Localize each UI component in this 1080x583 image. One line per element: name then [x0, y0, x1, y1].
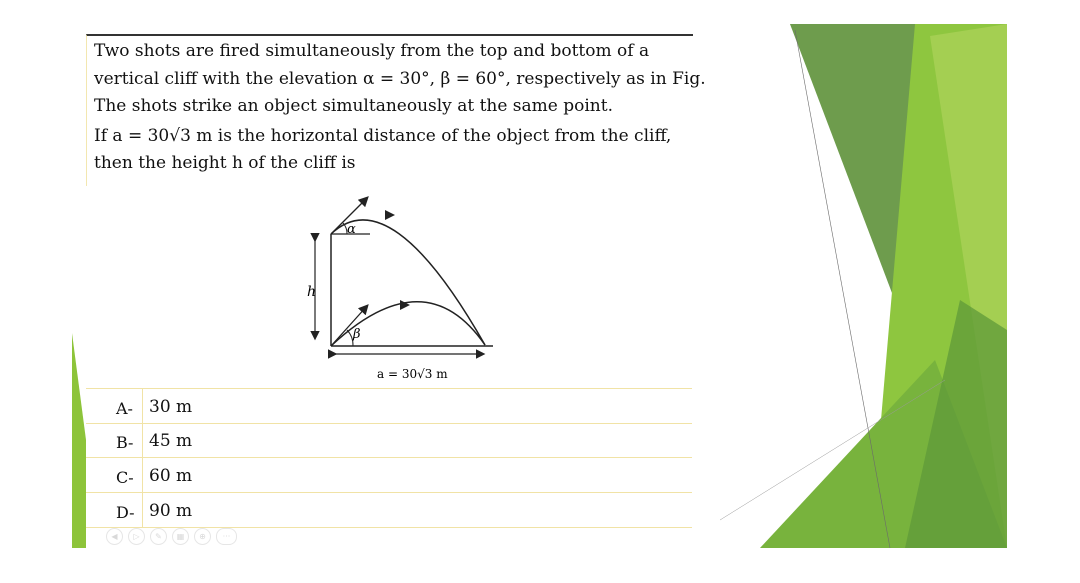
option-row-b[interactable] — [86, 423, 692, 458]
question-line-1: Two shots are fired simultaneously from the top and bottom of a — [94, 41, 650, 61]
option-text: 30 m — [149, 397, 193, 417]
more-icon[interactable]: ··· — [216, 528, 237, 545]
zoom-icon[interactable]: ⊕ — [194, 528, 211, 545]
pen-icon[interactable]: ✎ — [150, 528, 167, 545]
option-text: 60 m — [149, 466, 193, 486]
alpha-label: α — [347, 222, 356, 237]
option-text: 45 m — [149, 431, 193, 451]
option-divider — [142, 423, 143, 457]
option-letter: D- — [116, 503, 135, 522]
distance-label: a = 30√3 m — [377, 367, 448, 381]
option-row-a[interactable] — [86, 388, 692, 424]
play-icon[interactable]: ▷ — [128, 528, 145, 545]
option-divider — [142, 389, 143, 423]
option-row-c[interactable] — [86, 458, 692, 493]
previous-icon[interactable]: ◀ — [106, 528, 123, 545]
option-letter: A- — [116, 399, 133, 418]
beta-label: β — [353, 327, 361, 342]
question-line-4: If a = 30√3 m is the horizontal distance of the object from the cliff, — [94, 126, 672, 146]
option-letter: B- — [116, 433, 134, 452]
question-line-5: then the height h of the cliff is — [94, 153, 356, 173]
left-accent-triangle — [72, 333, 86, 548]
cliff-diagram — [295, 188, 505, 388]
height-label: h — [307, 284, 317, 300]
question-line-2: vertical cliff with the elevation α = 30°, β = 60°, respectively as in Fig. — [94, 69, 706, 89]
question-box — [86, 34, 706, 186]
trajectory-arrowhead — [385, 210, 395, 220]
trajectory-arrowhead — [400, 300, 410, 310]
beta-direction-arrow — [331, 306, 367, 346]
slideshow-controls — [106, 528, 237, 546]
option-divider — [142, 458, 143, 492]
option-text: 90 m — [149, 501, 193, 521]
option-divider — [142, 493, 143, 527]
option-letter: C- — [116, 468, 134, 487]
question-line-3: The shots strike an object simultaneously at the same point. — [94, 96, 613, 116]
slides-icon[interactable]: ▦ — [172, 528, 189, 545]
answer-options — [86, 388, 692, 533]
option-row-d[interactable] — [86, 493, 692, 528]
